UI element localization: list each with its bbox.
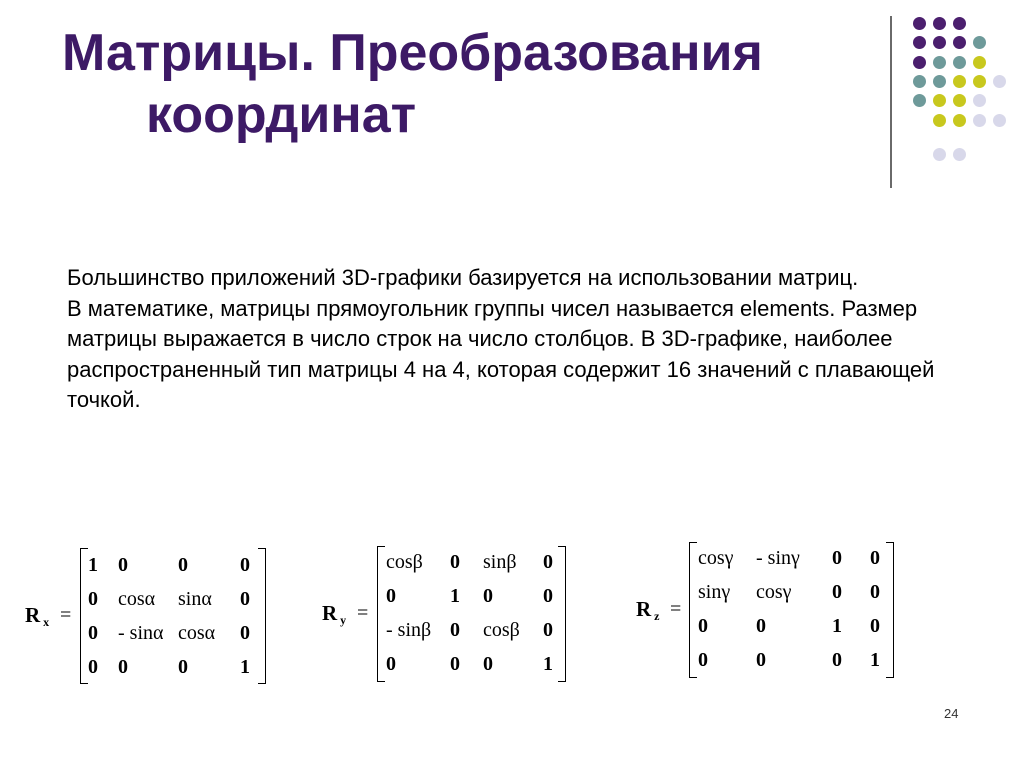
- decor-dot: [973, 36, 986, 49]
- matrix-cell: sinβ: [483, 551, 517, 573]
- body-text: [67, 263, 967, 416]
- matrix-cell: 1: [543, 653, 553, 675]
- matrix-cell: 0: [450, 653, 460, 675]
- matrix-cell: 0: [870, 547, 880, 569]
- page-number: 24: [944, 706, 959, 721]
- matrix-cell: 0: [870, 615, 880, 637]
- divider-line: [890, 16, 892, 188]
- matrix-cell: cosα: [118, 588, 156, 610]
- decor-dot: [973, 114, 986, 127]
- matrix-cell: 0: [240, 554, 250, 576]
- matrix-cell: - sinγ: [756, 547, 800, 569]
- matrix-cell: 0: [698, 615, 708, 637]
- matrix-cell: 0: [832, 581, 842, 603]
- matrix-cell: 0: [118, 656, 128, 678]
- matrix-cell: sinγ: [698, 581, 731, 603]
- decor-dot: [933, 56, 946, 69]
- decor-dot: [933, 75, 946, 88]
- matrix-cell: 0: [386, 653, 396, 675]
- decor-dot: [993, 75, 1006, 88]
- matrix-cell: cosγ: [698, 547, 734, 569]
- matrix-cell: 1: [832, 615, 842, 637]
- decor-dot: [953, 17, 966, 30]
- matrix-cell: 0: [543, 619, 553, 641]
- matrix-label: R $_x$: [25, 603, 50, 629]
- right-bracket: [886, 542, 894, 678]
- paragraph-2: В математике, матрицы прямоугольник группы чисел называется elements. Размер матрицы выражается в число строк на число столбцов. В 3D-графике, наиболее распространенный тип матрицы 4 на 4, которая содержит 16 значений с плавающей точкой.: [67, 295, 935, 412]
- matrix-cell: 0: [756, 615, 766, 637]
- title-line-2: координат: [146, 86, 417, 144]
- matrix-cell: 0: [386, 585, 396, 607]
- decor-dot: [933, 17, 946, 30]
- matrix-cell: 0: [870, 581, 880, 603]
- matrix-cell: - sinβ: [386, 619, 432, 641]
- decor-dot: [933, 114, 946, 127]
- matrix-cell: 0: [543, 551, 553, 573]
- matrix-cell: 0: [450, 619, 460, 641]
- decor-dot: [913, 17, 926, 30]
- matrix-cell: 0: [483, 653, 493, 675]
- decor-dot: [973, 94, 986, 107]
- equals-sign: =: [60, 604, 72, 626]
- equals-sign: =: [670, 598, 682, 620]
- matrix-cell: 1: [240, 656, 250, 678]
- matrix-cell: 1: [450, 585, 460, 607]
- decor-dot: [933, 36, 946, 49]
- equals-sign: =: [357, 602, 369, 624]
- decor-dot: [933, 148, 946, 161]
- matrix-cell: 0: [88, 588, 98, 610]
- matrix-cell: - sinα: [118, 622, 164, 644]
- left-bracket: [689, 542, 697, 678]
- decor-dot: [953, 114, 966, 127]
- matrix-cell: 0: [450, 551, 460, 573]
- matrix-cell: 0: [832, 649, 842, 671]
- decor-dot: [953, 36, 966, 49]
- decor-dot: [933, 94, 946, 107]
- matrix-cell: cosα: [178, 622, 216, 644]
- matrix-cell: 0: [832, 547, 842, 569]
- matrix-cell: 0: [483, 585, 493, 607]
- right-bracket: [558, 546, 566, 682]
- matrix-cell: 0: [178, 554, 188, 576]
- left-bracket: [377, 546, 385, 682]
- decor-dot: [973, 56, 986, 69]
- decor-dot: [953, 148, 966, 161]
- matrix-label: R $_z$: [636, 597, 660, 623]
- matrix-cell: 0: [118, 554, 128, 576]
- title-line-1: Матрицы. Преобразования: [62, 24, 763, 82]
- decor-dot: [953, 56, 966, 69]
- matrix-cell: cosβ: [386, 551, 423, 573]
- decor-dot: [973, 75, 986, 88]
- matrix-cell: 1: [870, 649, 880, 671]
- decor-dot: [913, 75, 926, 88]
- matrix-cell: 0: [178, 656, 188, 678]
- matrix-cell: sinα: [178, 588, 212, 610]
- decor-dot: [993, 114, 1006, 127]
- matrix-cell: 0: [240, 588, 250, 610]
- matrix-cell: 0: [88, 622, 98, 644]
- matrix-cell: cosγ: [756, 581, 792, 603]
- matrix-cell: 0: [756, 649, 766, 671]
- decor-dot: [913, 94, 926, 107]
- matrix-cell: 0: [88, 656, 98, 678]
- paragraph-1: Большинство приложений 3D-графики базируется на использовании матриц.: [67, 265, 859, 290]
- matrix-cell: 0: [240, 622, 250, 644]
- decor-dot: [953, 75, 966, 88]
- right-bracket: [258, 548, 266, 684]
- decor-dot: [913, 36, 926, 49]
- matrix-cell: 0: [698, 649, 708, 671]
- matrix-cell: 1: [88, 554, 98, 576]
- slide-title: [62, 22, 763, 146]
- decor-dot: [953, 94, 966, 107]
- matrix-label: R $_y$: [322, 601, 347, 627]
- matrix-cell: 0: [543, 585, 553, 607]
- decor-dot: [913, 56, 926, 69]
- matrix-cell: cosβ: [483, 619, 520, 641]
- left-bracket: [80, 548, 88, 684]
